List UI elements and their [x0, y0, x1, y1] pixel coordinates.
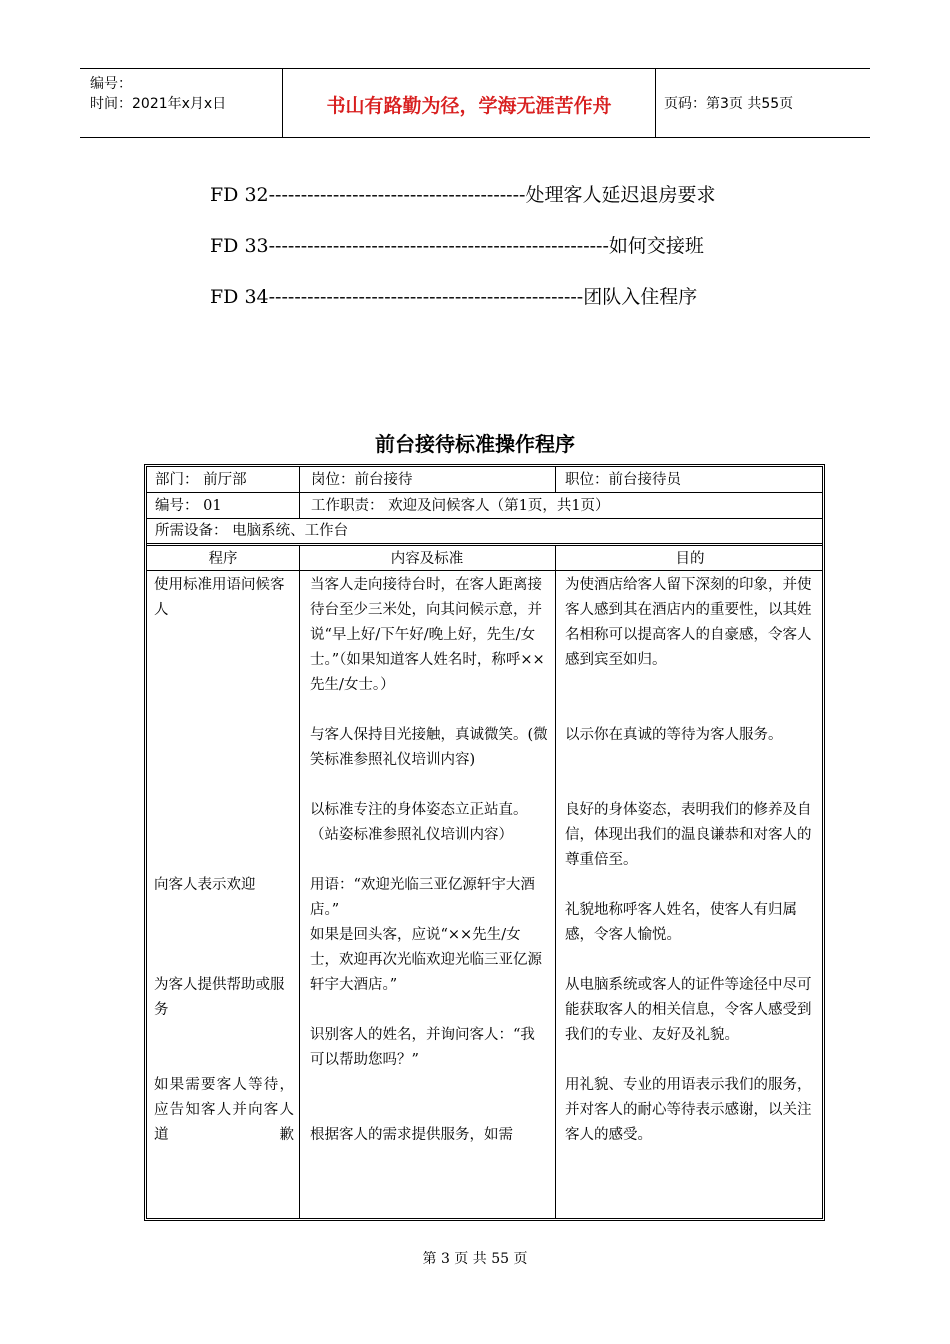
column-header-content: 内容及标准 — [390, 551, 464, 567]
duty-cell: 工作职责： 欢迎及问候客人（第1页，共1页） — [311, 498, 610, 514]
content-item: 识别客人的姓名，并询问客人：“我可以帮助您吗？” — [310, 1027, 535, 1068]
page-footer: 第 3 页 共 55 页 — [422, 1251, 528, 1267]
content-item: 如果是回头客，应说“××先生/女士，欢迎再次光临欢迎光临三亚亿源轩宇大酒店。” — [310, 927, 542, 993]
toc-leader: ------------------------------------------------- — [268, 286, 584, 308]
toc-title: 如何交接班 — [608, 235, 704, 257]
document-time-label: 时间：2021年x月x日 — [90, 96, 227, 112]
page-header — [80, 68, 870, 138]
purpose-item: 用礼貌、专业的用语表示我们的服务，并对客人的耐心等待表示感谢，以关注客人的感受。 — [565, 1077, 812, 1143]
content-column — [310, 573, 548, 1148]
department-cell: 部门： 前厅部 — [155, 472, 247, 488]
header-meta — [80, 69, 282, 137]
toc-title: 团队入住程序 — [583, 286, 698, 308]
header-motto-box — [282, 69, 656, 137]
document-title: 前台接待标准操作程序 — [375, 432, 575, 456]
equipment-cell: 所需设备： 电脑系统、工作台 — [155, 523, 349, 539]
content-item: 用语：“欢迎光临三亚亿源轩宇大酒店。” — [310, 877, 535, 918]
toc-leader: ----------------------------------------------------- — [268, 235, 609, 257]
number-cell: 编号： 01 — [155, 498, 222, 514]
procedure-step: 向客人表示欢迎 — [154, 877, 256, 893]
header-page-info: 页码：第3页 共55页 — [664, 96, 794, 112]
column-header-procedure: 程序 — [208, 551, 238, 567]
table-col-rule — [555, 545, 556, 1218]
job-title-cell: 职位：前台接待员 — [565, 472, 681, 488]
toc-entry — [210, 180, 715, 207]
toc-leader: ---------------------------------------- — [268, 184, 526, 206]
table-rule — [147, 492, 822, 493]
toc-code: FD 34 — [210, 286, 269, 308]
content-item: 以标准专注的身体姿态立正站直。（站姿标准参照礼仪培训内容） — [310, 802, 528, 843]
sop-table — [144, 464, 825, 1221]
procedure-step: 为客人提供帮助或服务 — [154, 977, 285, 1018]
content-item: 与客人保持目光接触，真诚微笑。(微笑标准参照礼仪培训内容) — [310, 727, 548, 768]
purpose-item: 礼貌地称呼客人姓名，使客人有归属感，令客人愉悦。 — [565, 902, 797, 943]
toc-entry — [210, 282, 697, 309]
toc-code: FD 33 — [210, 235, 269, 257]
procedure-step: 使用标准用语问候客人 — [154, 577, 285, 618]
purpose-item: 良好的身体姿态，表明我们的修养及自信，体现出我们的温良谦恭和对客人的尊重倍至。 — [565, 802, 812, 868]
table-col-rule — [555, 467, 556, 492]
document-number-label: 编号： — [90, 76, 132, 92]
toc-code: FD 32 — [210, 184, 269, 206]
purpose-item: 从电脑系统或客人的证件等途径中尽可能获取客人的相关信息，令客人感受到我们的专业、友好及礼貌。 — [565, 977, 812, 1043]
position-cell: 岗位：前台接待 — [311, 472, 413, 488]
content-item: 当客人走向接待台时，在客人距离接待台至少三米处，向其问候示意，并说“早上好/下午好/晚上好，先生/女士。”（如果知道客人姓名时，称呼××先生/女士。） — [310, 577, 545, 693]
procedure-column — [154, 573, 294, 1148]
table-col-rule — [299, 467, 300, 518]
toc-entry — [210, 231, 704, 258]
table-rule — [147, 543, 822, 546]
content-item: 根据客人的需求提供服务，如需 — [310, 1127, 513, 1143]
toc-title: 处理客人延迟退房要求 — [525, 184, 716, 206]
purpose-item: 以示你在真诚的等待为客人服务。 — [565, 727, 783, 743]
column-header-purpose: 目的 — [675, 551, 705, 567]
procedure-step: 如果需要客人等待，应告知客人并向客人道歉 — [154, 1077, 294, 1143]
table-col-rule — [299, 545, 300, 1218]
purpose-column — [565, 573, 819, 1148]
header-motto: 书山有路勤为径，学海无涯苦作舟 — [326, 95, 612, 117]
purpose-item: 为使酒店给客人留下深刻的印象，并使客人感到其在酒店内的重要性，以其姓名相称可以提高客人的自豪感，令客人感到宾至如归。 — [565, 577, 812, 668]
